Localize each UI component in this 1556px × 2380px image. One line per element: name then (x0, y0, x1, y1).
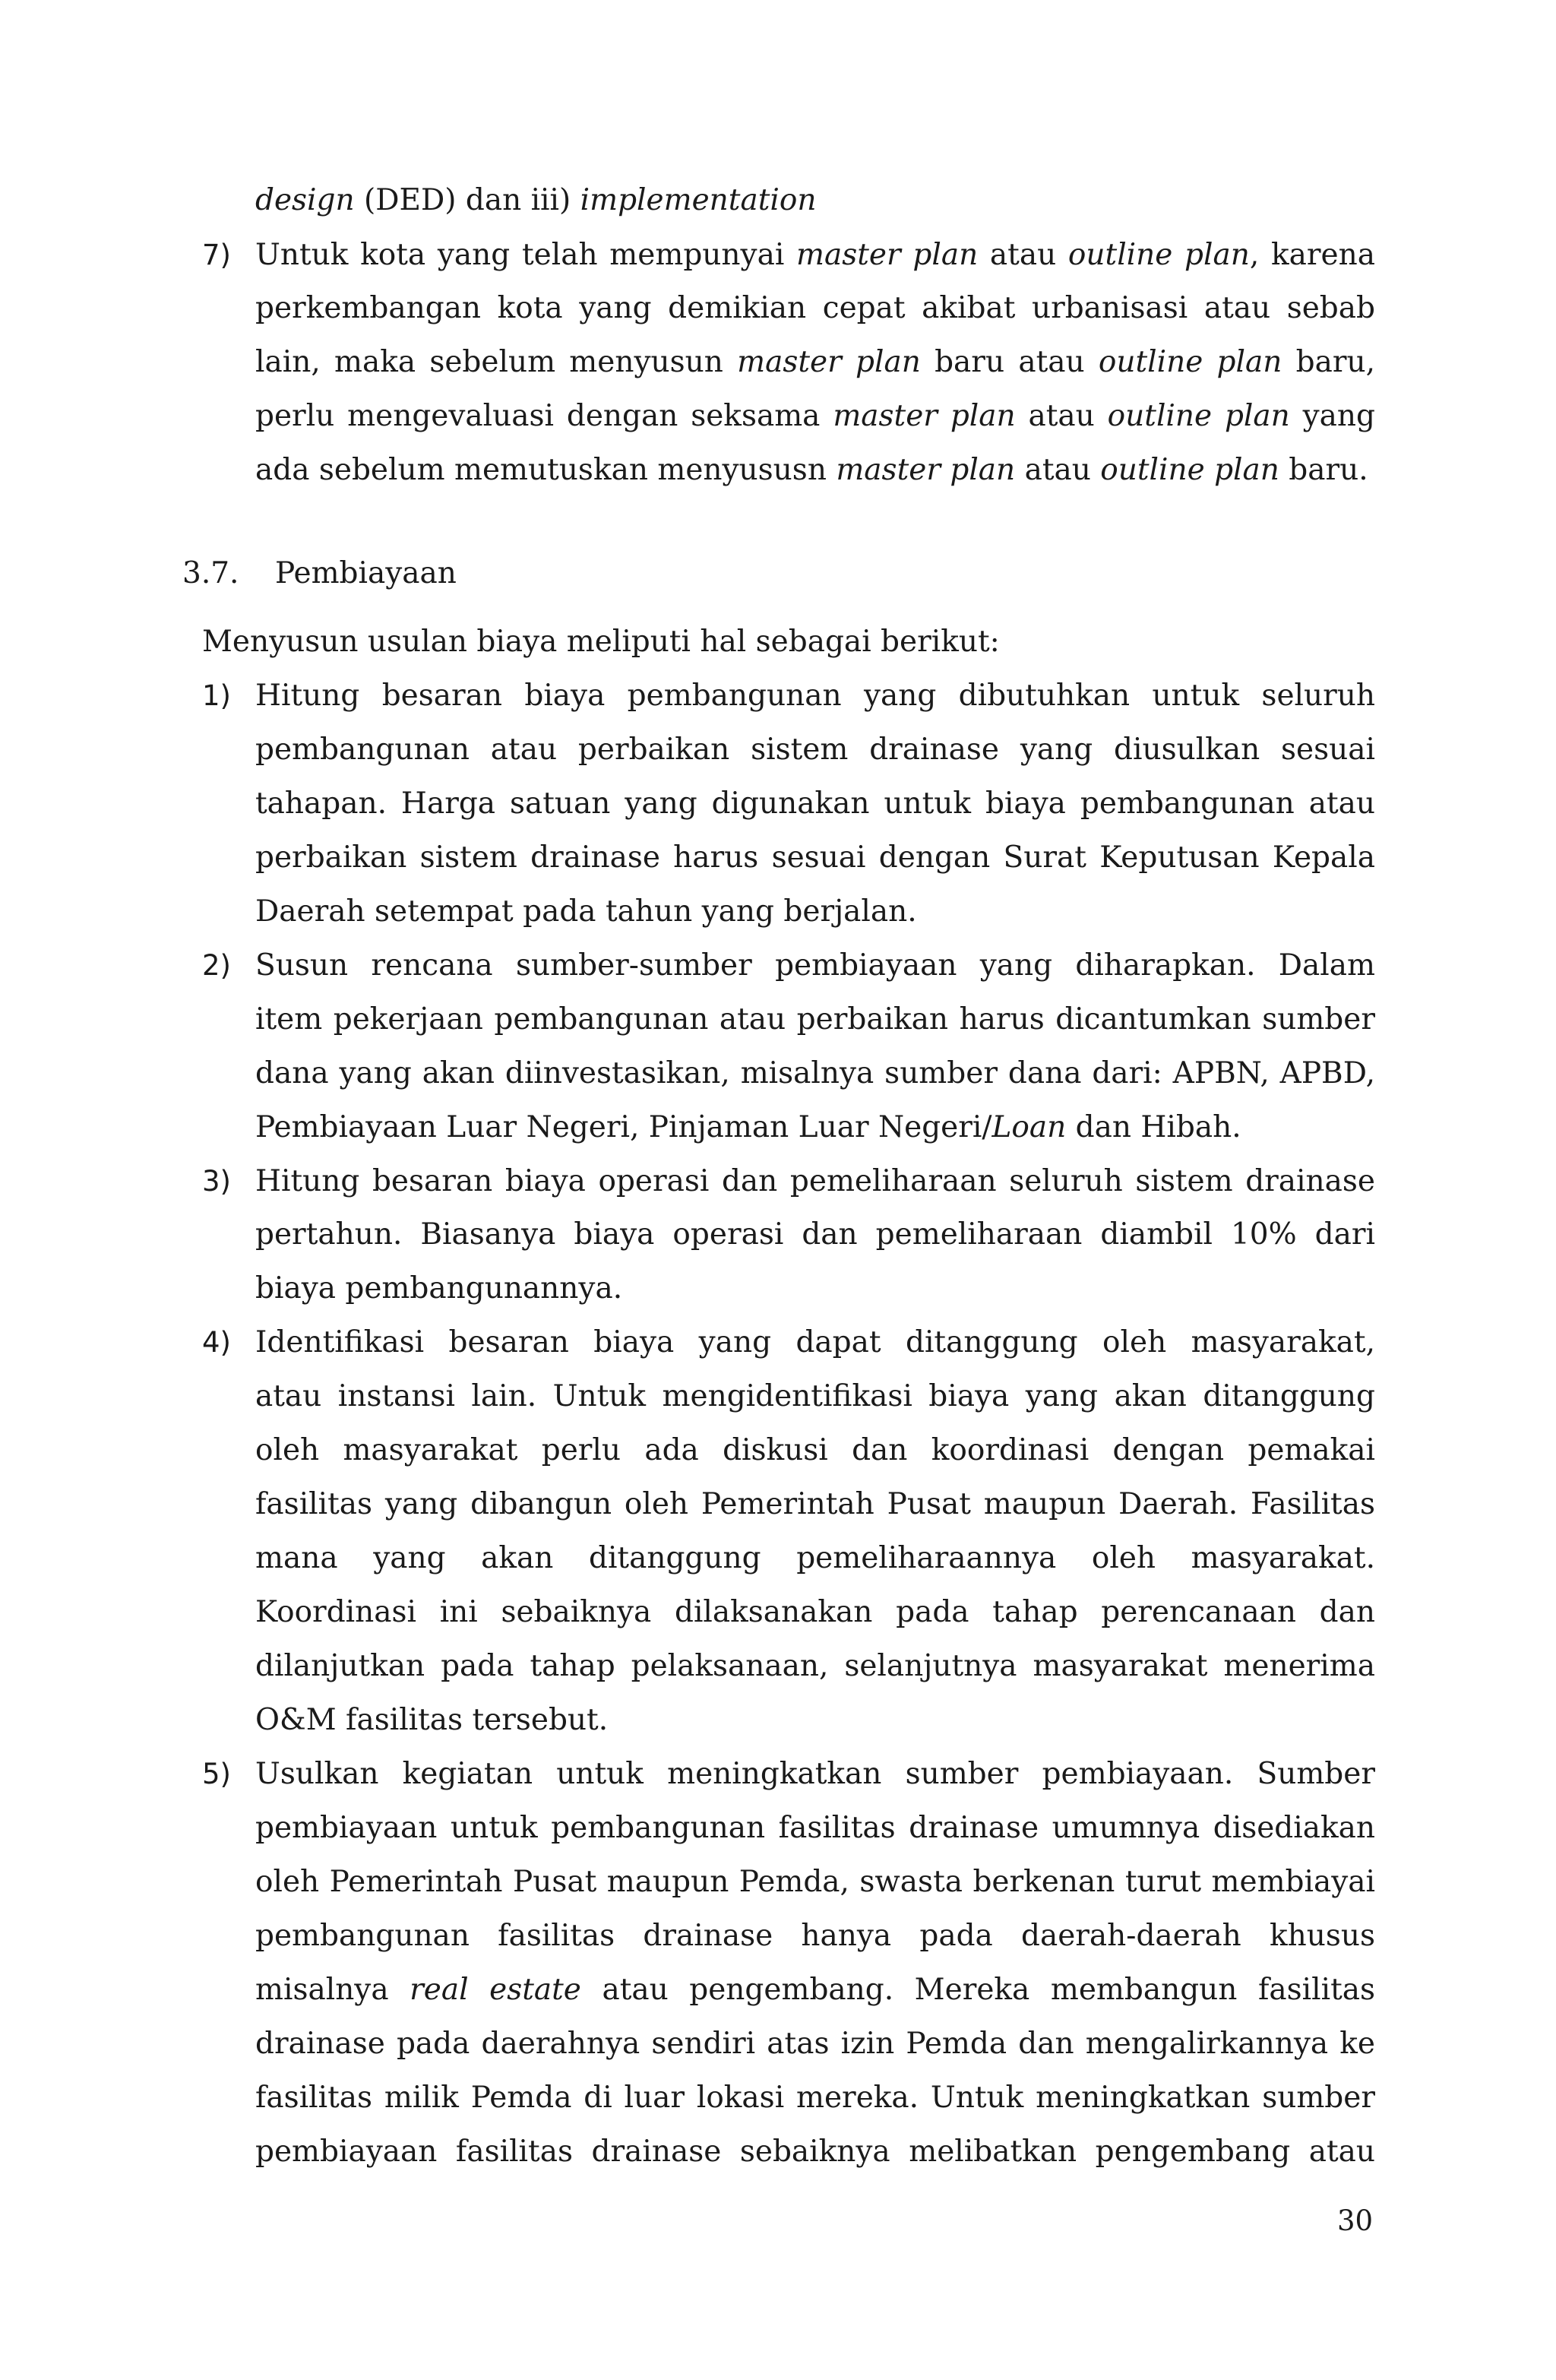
continuation-line (255, 183, 816, 218)
item5-line4: pembangunan fasilitas drainase hanya pada daerah-daerah khusus (255, 1919, 1375, 1953)
item4-line6: Koordinasi ini sebaiknya dilaksanakan pada tahap perencanaan dan (255, 1595, 1375, 1629)
item4-line1: Identifikasi besaran biaya yang dapat ditanggung oleh masyarakat, (255, 1325, 1375, 1359)
text-italic: implementation (580, 183, 817, 217)
list-number-3: 3) (202, 1165, 231, 1198)
text-italic: design (255, 183, 355, 217)
item3-line1: Hitung besaran biaya operasi dan pemeliharaan seluruh sistem drainase (255, 1164, 1375, 1198)
item4-line3: oleh masyarakat perlu ada diskusi dan koordinasi dengan pemakai (255, 1433, 1375, 1467)
item5-line3: oleh Pemerintah Pusat maupun Pemda, swasta berkenan turut membiayai (255, 1865, 1375, 1899)
item4-line8: O&M fasilitas tersebut. (255, 1703, 609, 1737)
item1-line3: tahapan. Harga satuan yang digunakan untuk biaya pembangunan atau (255, 786, 1375, 821)
intro-text: Menyusun usulan biaya meliputi hal sebagai berikut: (202, 625, 1000, 659)
list-number-1: 1) (202, 679, 231, 712)
item5-line5: misalnya real estate atau pengembang. Mereka membangun fasilitas (255, 1973, 1375, 2007)
item1-line4: perbaikan sistem drainase harus sesuai dengan Surat Keputusan Kepala (255, 840, 1375, 875)
item5-line2: pembiayaan untuk pembangunan fasilitas drainase umumnya disediakan (255, 1811, 1375, 1845)
item5-line7: fasilitas milik Pemda di luar lokasi mereka. Untuk meningkatkan sumber (255, 2081, 1375, 2115)
item3-line3: biaya pembangunannya. (255, 1271, 623, 1306)
item1-line5: Daerah setempat pada tahun yang berjalan. (255, 894, 917, 929)
item2-line3: dana yang akan diinvestasikan, misalnya sumber dana dari: APBN, APBD, (255, 1056, 1375, 1090)
item7-line3: lain, maka sebelum menyusun master plan baru atau outline plan baru, (255, 345, 1375, 379)
item5-line1: Usulkan kegiatan untuk meningkatkan sumber pembiayaan. Sumber (255, 1757, 1375, 1791)
item1-line1: Hitung besaran biaya pembangunan yang dibutuhkan untuk seluruh (255, 679, 1375, 713)
item4-line2: atau instansi lain. Untuk mengidentifikasi biaya yang akan ditanggung (255, 1379, 1375, 1413)
item2-line4: Pembiayaan Luar Negeri, Pinjaman Luar Negeri/Loan dan Hibah. (255, 1110, 1241, 1144)
list-number-5: 5) (202, 1758, 231, 1790)
item1-line2: pembangunan atau perbaikan sistem drainase yang diusulkan sesuai (255, 733, 1375, 767)
list-number-7: 7) (202, 239, 231, 271)
item7-line2: perkembangan kota yang demikian cepat akibat urbanisasi atau sebab (255, 291, 1375, 325)
item7-line1: Untuk kota yang telah mempunyai master plan atau outline plan, karena (255, 238, 1375, 272)
section-number: 3.7. (182, 556, 239, 590)
item2-line1: Susun rencana sumber-sumber pembiayaan yang diharapkan. Dalam (255, 948, 1375, 983)
item5-line8: pembiayaan fasilitas drainase sebaiknya melibatkan pengembang atau (255, 2135, 1375, 2169)
section-title: Pembiayaan (275, 556, 457, 590)
item4-line5: mana yang akan ditanggung pemeliharaannya oleh masyarakat. (255, 1541, 1375, 1575)
item4-line4: fasilitas yang dibangun oleh Pemerintah Pusat maupun Daerah. Fasilitas (255, 1487, 1375, 1521)
text: (DED) dan iii) (354, 183, 580, 217)
list-number-4: 4) (202, 1326, 231, 1359)
item7-line4: perlu mengevaluasi dengan seksama master plan atau outline plan yang (255, 399, 1375, 433)
item2-line2: item pekerjaan pembangunan atau perbaikan harus dicantumkan sumber (255, 1002, 1375, 1037)
list-number-2: 2) (202, 949, 231, 982)
page-number: 30 (1337, 2204, 1374, 2237)
item3-line2: pertahun. Biasanya biaya operasi dan pemeliharaan diambil 10% dari (255, 1217, 1375, 1252)
item4-line7: dilanjutkan pada tahap pelaksanaan, selanjutnya masyarakat menerima (255, 1649, 1375, 1683)
item5-line6: drainase pada daerahnya sendiri atas izin Pemda dan mengalirkannya ke (255, 2027, 1375, 2061)
item7-line5: ada sebelum memutuskan menyususn master plan atau outline plan baru. (255, 453, 1368, 487)
